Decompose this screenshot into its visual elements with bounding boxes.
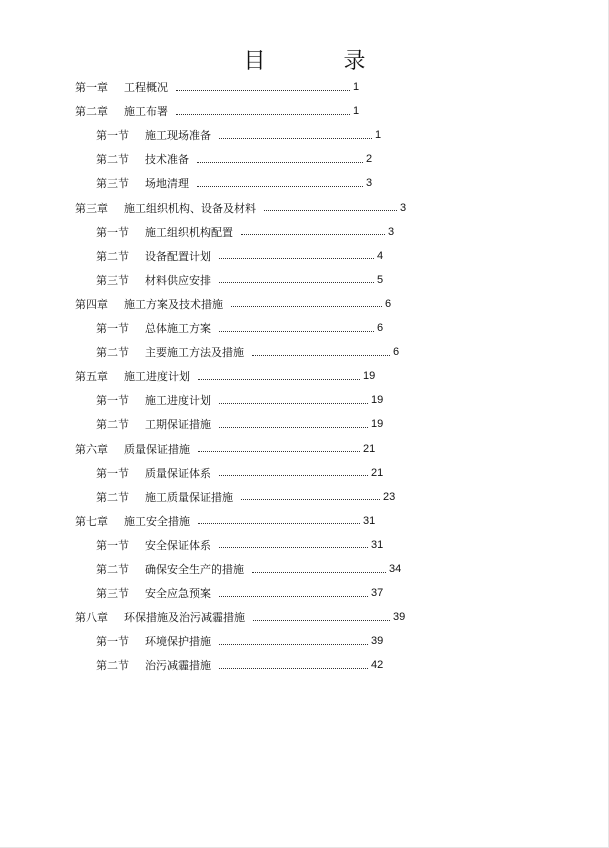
toc-dot-leader (219, 668, 368, 669)
toc-dot-leader (231, 306, 382, 307)
toc-entry-title: 质量保证措施 (124, 442, 190, 456)
toc-entry-number: 第六章 (75, 442, 108, 456)
toc-dot-leader (219, 427, 368, 428)
toc-entry-title: 技术准备 (145, 153, 189, 167)
toc-dot-leader (241, 499, 380, 500)
toc-entry-title: 施工布署 (124, 105, 168, 119)
toc-entry[interactable] (75, 295, 391, 313)
toc-entry[interactable] (96, 343, 399, 361)
toc-entry-number: 第二节 (96, 346, 129, 360)
toc-page-number: 19 (371, 418, 384, 431)
toc-entry-title: 治污减霾措施 (145, 659, 211, 673)
toc-entry-number: 第一节 (96, 225, 129, 239)
toc-entry-title: 质量保证体系 (145, 466, 211, 480)
toc-dot-leader (198, 379, 360, 380)
toc-entry-title: 工期保证措施 (145, 418, 211, 432)
toc-dot-leader (219, 403, 368, 404)
toc-entry-title: 安全保证体系 (145, 538, 211, 552)
toc-entry-number: 第七章 (75, 514, 108, 528)
toc-entry-number: 第一节 (96, 635, 129, 649)
toc-entry-number: 第一节 (96, 394, 129, 408)
toc-entry[interactable] (96, 174, 372, 192)
toc-dot-leader (219, 644, 368, 645)
toc-dot-leader (219, 138, 372, 139)
toc-dot-leader (219, 596, 368, 597)
toc-dot-leader (253, 620, 390, 621)
toc-page-number: 21 (363, 442, 376, 455)
toc-page-number: 23 (383, 490, 396, 503)
toc-page-number: 3 (388, 225, 395, 238)
toc-entry-title: 确保安全生产的措施 (145, 563, 244, 576)
toc-entry[interactable] (96, 536, 383, 554)
toc-entry-number: 第一节 (96, 466, 129, 480)
toc-entry[interactable] (75, 367, 375, 385)
toc-entry-number: 第一章 (75, 81, 108, 94)
toc-page-number: 31 (363, 514, 376, 527)
toc-entry-number: 第二节 (96, 153, 129, 167)
toc-entry[interactable] (96, 150, 372, 168)
toc-entry-number: 第二节 (96, 659, 129, 673)
toc-entry[interactable] (96, 391, 383, 409)
toc-entry[interactable] (75, 102, 359, 120)
toc-page-number: 19 (371, 394, 384, 407)
toc-page-number: 19 (363, 370, 376, 383)
toc-page-number: 3 (400, 201, 407, 214)
toc-entry[interactable] (75, 78, 359, 96)
toc-dot-leader (252, 355, 390, 356)
toc-page-number: 42 (371, 659, 384, 672)
toc-dot-leader (219, 331, 374, 332)
toc-entry-number: 第四章 (75, 297, 108, 311)
toc-page-number: 39 (371, 635, 384, 648)
toc-page-number: 6 (393, 346, 400, 359)
toc-entry-title: 施工组织机构配置 (145, 225, 233, 239)
toc-page-number: 1 (353, 105, 360, 118)
toc-page-number: 1 (353, 81, 360, 93)
toc-entry[interactable] (96, 488, 395, 506)
toc-entry[interactable] (96, 319, 383, 337)
toc-entry-number: 第二章 (75, 105, 108, 119)
toc-entry-number: 第二节 (96, 249, 129, 263)
toc-entry-number: 第二节 (96, 418, 129, 432)
toc-entry-number: 第一节 (96, 538, 129, 552)
toc-page-number: 1 (375, 129, 382, 142)
toc-dot-leader (219, 475, 368, 476)
toc-page-number: 39 (393, 611, 406, 624)
toc-page-number: 6 (377, 322, 384, 334)
toc-entry[interactable] (75, 440, 375, 458)
toc-entry-title: 场地清理 (145, 177, 189, 191)
toc-entry[interactable] (75, 608, 405, 626)
toc-dot-leader (219, 547, 368, 548)
toc-entry-title: 施工组织机构、设备及材料 (124, 201, 256, 215)
toc-page-number: 34 (389, 563, 402, 575)
toc-title: 目 录 (243, 49, 394, 74)
toc-entry-number: 第三节 (96, 273, 129, 287)
toc-dot-leader (176, 114, 350, 115)
toc-entry[interactable] (96, 656, 383, 674)
toc-dot-leader (197, 162, 363, 163)
toc-entry-number: 第一节 (96, 129, 129, 143)
toc-entry-title: 施工现场准备 (145, 129, 211, 143)
toc-entry[interactable] (96, 560, 401, 578)
toc-dot-leader (197, 186, 363, 187)
toc-page-number: 31 (371, 538, 384, 551)
toc-entry-title: 施工进度计划 (124, 370, 190, 384)
toc-page-number: 37 (371, 587, 384, 600)
toc-entry-title: 安全应急预案 (145, 587, 211, 601)
toc-dot-leader (264, 210, 397, 211)
toc-entry-title: 主要施工方法及措施 (145, 346, 244, 360)
toc-entry-number: 第二节 (96, 490, 129, 504)
toc-page-number: 2 (366, 153, 373, 166)
toc-entry[interactable] (96, 584, 383, 602)
toc-entry-title: 施工进度计划 (145, 394, 211, 408)
toc-page-number: 6 (385, 297, 392, 310)
toc-dot-leader (252, 572, 386, 573)
toc-entry[interactable] (96, 223, 394, 241)
toc-dot-leader (198, 451, 360, 452)
toc-entry-title: 施工方案及技术措施 (124, 297, 223, 311)
toc-dot-leader (241, 234, 385, 235)
toc-entry-title: 环保措施及治污减霾措施 (124, 611, 245, 625)
toc-entry-title: 施工质量保证措施 (145, 490, 233, 504)
toc-entry[interactable] (96, 247, 383, 265)
toc-entry[interactable] (75, 512, 375, 530)
toc-entry-number: 第五章 (75, 370, 108, 384)
toc-entry[interactable] (96, 632, 383, 650)
toc-dot-leader (219, 282, 374, 283)
toc-entry-number: 第二节 (96, 563, 129, 576)
toc-entry-number: 第三节 (96, 587, 129, 601)
toc-entry[interactable] (75, 199, 406, 217)
toc-entry[interactable] (96, 271, 383, 289)
toc-entry-title: 设备配置计划 (145, 249, 211, 263)
toc-entry-title: 工程概况 (124, 81, 168, 94)
toc-dot-leader (198, 523, 360, 524)
toc-entry-number: 第一节 (96, 322, 129, 335)
toc-entry-number: 第三章 (75, 201, 108, 215)
toc-page-number: 3 (366, 177, 373, 190)
toc-dot-leader (219, 258, 374, 259)
toc-page-number: 21 (371, 466, 384, 479)
toc-dot-leader (176, 90, 350, 91)
toc-page-number: 4 (377, 249, 384, 262)
toc-entry-number: 第八章 (75, 611, 108, 625)
toc-entry-title: 环境保护措施 (145, 635, 211, 649)
toc-entry[interactable] (96, 464, 383, 482)
toc-entry[interactable] (96, 415, 383, 433)
toc-entry[interactable] (96, 126, 381, 144)
toc-entry-title: 材料供应安排 (145, 273, 211, 287)
toc-entry-title: 总体施工方案 (145, 322, 211, 335)
toc-page-number: 5 (377, 273, 384, 286)
toc-entry-title: 施工安全措施 (124, 514, 190, 528)
toc-entry-number: 第三节 (96, 177, 129, 191)
